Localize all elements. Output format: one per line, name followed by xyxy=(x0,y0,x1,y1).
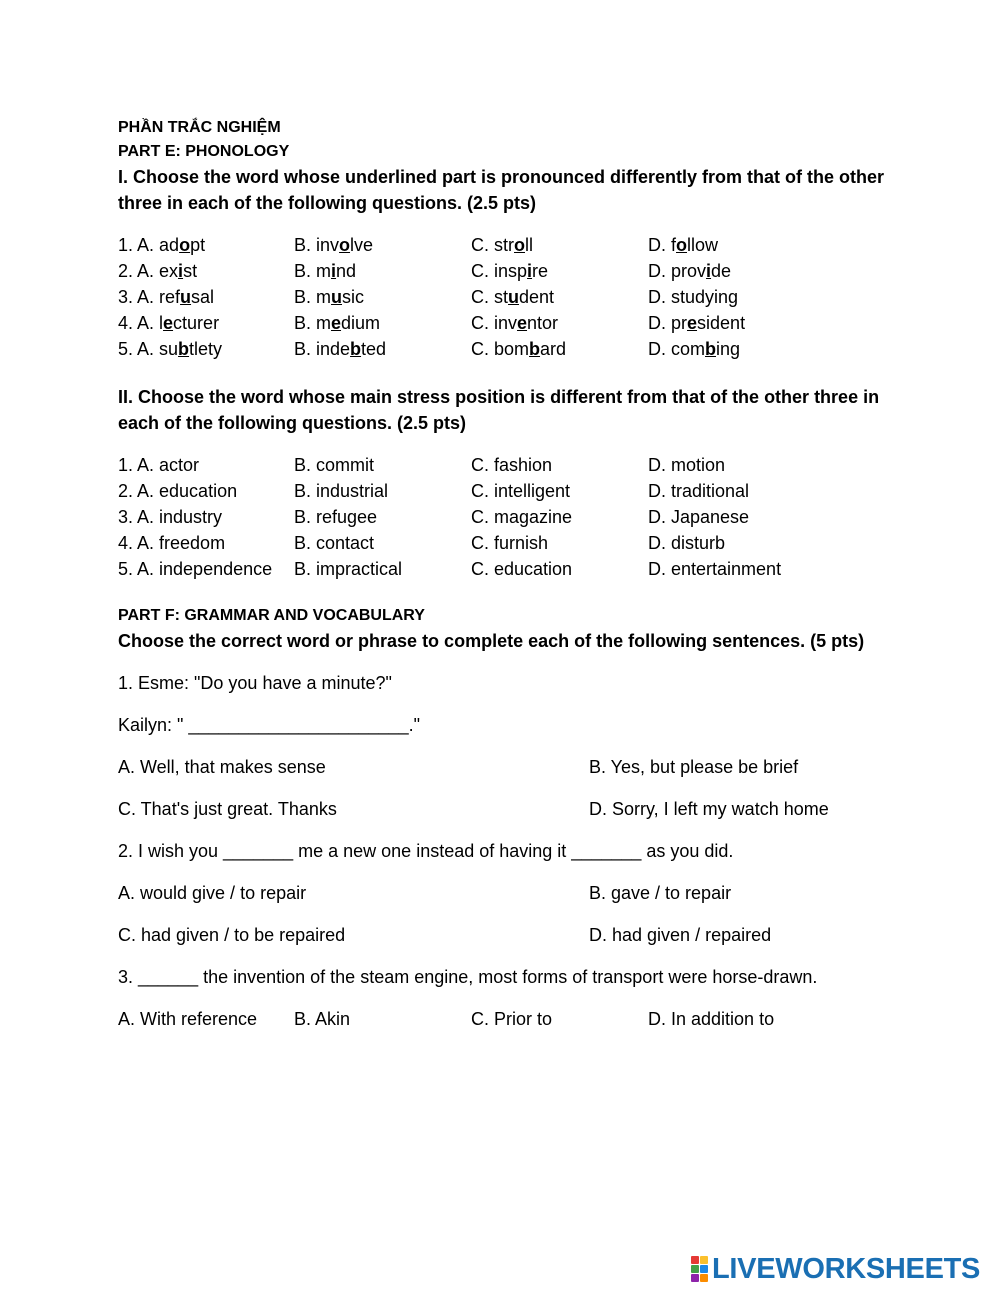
q3-option-a[interactable]: A. With reference xyxy=(118,1009,258,1029)
section1-option[interactable]: C. inventor xyxy=(471,313,559,333)
section1-instruction: I. Choose the word whose underlined part is pronounced differently from that of the other three in each of the following questions. (2.5 pts) xyxy=(118,167,885,213)
section2-option[interactable]: D. Japanese xyxy=(648,507,750,527)
section1-grid xyxy=(118,232,898,362)
section2-option[interactable]: 5. A. independence xyxy=(118,559,273,579)
section2-option[interactable]: D. entertainment xyxy=(648,559,782,579)
part-f-title: PART F: GRAMMAR AND VOCABULARY xyxy=(118,607,425,624)
logo-block xyxy=(700,1265,708,1273)
q3-option-d[interactable]: D. In addition to xyxy=(648,1009,775,1029)
part-e-title: PART E: PHONOLOGY xyxy=(118,143,290,160)
underlined-letter: o xyxy=(339,235,351,255)
underlined-letter: b xyxy=(350,339,362,359)
question-3: 3. ______ the invention of the steam engine, most forms of transport were horse-drawn. xyxy=(118,967,818,987)
section2-option[interactable]: B. commit xyxy=(294,455,375,475)
underlined-letter: b xyxy=(178,339,190,359)
vietnamese-title: PHẦN TRẮC NGHIỆM xyxy=(118,119,281,136)
section2-option[interactable]: C. intelligent xyxy=(471,481,571,501)
underlined-letter: i xyxy=(706,261,712,281)
logo-text: LIVEWORKSHEETS xyxy=(712,1252,981,1285)
section1-option[interactable]: C. inspire xyxy=(471,261,549,281)
underlined-letter: o xyxy=(179,235,191,255)
q3-option-c[interactable]: C. Prior to xyxy=(471,1009,553,1029)
section2-option[interactable]: C. magazine xyxy=(471,507,573,527)
section2-option[interactable]: B. impractical xyxy=(294,559,403,579)
logo-block xyxy=(691,1265,699,1273)
section2-option[interactable]: 2. A. education xyxy=(118,481,238,501)
q3-option-b[interactable]: B. Akin xyxy=(294,1009,351,1029)
q1-option-d[interactable]: D. Sorry, I left my watch home xyxy=(589,799,829,819)
logo-blocks-icon xyxy=(691,1256,708,1282)
question-2-options-cd xyxy=(118,922,898,948)
worksheet-page xyxy=(118,116,898,1032)
section2-instruction: II. Choose the word whose main stress position is different from that of the other three in each of the following questions. (2.5 pts) xyxy=(118,387,880,433)
section1-option[interactable]: D. studying xyxy=(648,287,739,307)
section2-option[interactable]: D. disturb xyxy=(648,533,726,553)
section1-option[interactable]: B. music xyxy=(294,287,365,307)
liveworksheets-logo xyxy=(691,1254,980,1284)
section2-option[interactable]: 4. A. freedom xyxy=(118,533,226,553)
section1-option[interactable]: C. bombard xyxy=(471,339,567,359)
section2-option[interactable]: D. motion xyxy=(648,455,726,475)
q2-option-c[interactable]: C. had given / to be repaired xyxy=(118,925,346,945)
section2-option[interactable]: C. education xyxy=(471,559,573,579)
underlined-letter: e xyxy=(517,313,528,333)
q1-option-b[interactable]: B. Yes, but please be brief xyxy=(589,757,799,777)
section1-option[interactable]: B. mind xyxy=(294,261,357,281)
underlined-letter: i xyxy=(331,261,337,281)
underlined-letter: e xyxy=(687,313,698,333)
section1-option[interactable]: D. follow xyxy=(648,235,719,255)
part-f-instruction: Choose the correct word or phrase to complete each of the following sentences. (5 pts) xyxy=(118,631,865,651)
section1-option[interactable]: C. stroll xyxy=(471,235,533,255)
section1-option[interactable]: D. combing xyxy=(648,339,741,359)
section1-option[interactable]: 4. A. lecturer xyxy=(118,313,220,333)
section2-row xyxy=(118,556,898,582)
question-2: 2. I wish you _______ me a new one instead of having it _______ as you did. xyxy=(118,841,734,861)
underlined-letter: b xyxy=(529,339,541,359)
underlined-letter: i xyxy=(527,261,533,281)
logo-block xyxy=(700,1256,708,1264)
section2-option[interactable]: C. furnish xyxy=(471,533,549,553)
section2-option[interactable]: 3. A. industry xyxy=(118,507,223,527)
section1-row xyxy=(118,284,898,310)
section1-row xyxy=(118,258,898,284)
section1-option[interactable]: 1. A. adopt xyxy=(118,235,206,255)
section2-grid xyxy=(118,452,898,582)
section1-option[interactable]: 3. A. refusal xyxy=(118,287,215,307)
section1-option[interactable]: B. medium xyxy=(294,313,381,333)
q1-option-c[interactable]: C. That's just great. Thanks xyxy=(118,799,337,819)
section1-option[interactable]: D. provide xyxy=(648,261,732,281)
q2-option-d[interactable]: D. had given / repaired xyxy=(589,925,772,945)
question-1-line1: 1. Esme: "Do you have a minute?" xyxy=(118,673,392,693)
section2-option[interactable]: 1. A. actor xyxy=(118,455,200,475)
section2-row xyxy=(118,530,898,556)
section1-option[interactable]: D. president xyxy=(648,313,746,333)
q2-option-a[interactable]: A. would give / to repair xyxy=(118,883,307,903)
logo-block xyxy=(691,1274,699,1282)
underlined-letter: e xyxy=(163,313,174,333)
section2-option[interactable]: B. contact xyxy=(294,533,375,553)
section2-row xyxy=(118,504,898,530)
underlined-letter: o xyxy=(514,235,525,255)
section1-option[interactable]: B. involve xyxy=(294,235,374,255)
question-1-options-ab xyxy=(118,754,898,780)
question-3-options xyxy=(118,1006,898,1032)
section2-option[interactable]: B. refugee xyxy=(294,507,378,527)
q1-option-a[interactable]: A. Well, that makes sense xyxy=(118,757,326,777)
section1-option[interactable]: 5. A. subtlety xyxy=(118,339,223,359)
underlined-letter: i xyxy=(178,261,184,281)
logo-block xyxy=(700,1274,708,1282)
section1-row xyxy=(118,336,898,362)
section2-option[interactable]: D. traditional xyxy=(648,481,750,501)
logo-block xyxy=(691,1256,699,1264)
underlined-letter: e xyxy=(331,313,342,333)
question-1-options-cd xyxy=(118,796,898,822)
section1-option[interactable]: B. indebted xyxy=(294,339,387,359)
question-1-line2: Kailyn: " ______________________." xyxy=(118,715,421,735)
section2-option[interactable]: C. fashion xyxy=(471,455,553,475)
section2-row xyxy=(118,478,898,504)
underlined-letter: u xyxy=(180,287,192,307)
underlined-letter: o xyxy=(676,235,688,255)
underlined-letter: u xyxy=(508,287,520,307)
section1-row xyxy=(118,232,898,258)
section2-option[interactable]: B. industrial xyxy=(294,481,389,501)
section2-row xyxy=(118,452,898,478)
underlined-letter: b xyxy=(705,339,717,359)
question-2-options-ab xyxy=(118,880,898,906)
section1-option[interactable]: C. student xyxy=(471,287,555,307)
q2-option-b[interactable]: B. gave / to repair xyxy=(589,883,732,903)
section1-row xyxy=(118,310,898,336)
section1-option[interactable]: 2. A. exist xyxy=(118,261,198,281)
underlined-letter: u xyxy=(331,287,343,307)
